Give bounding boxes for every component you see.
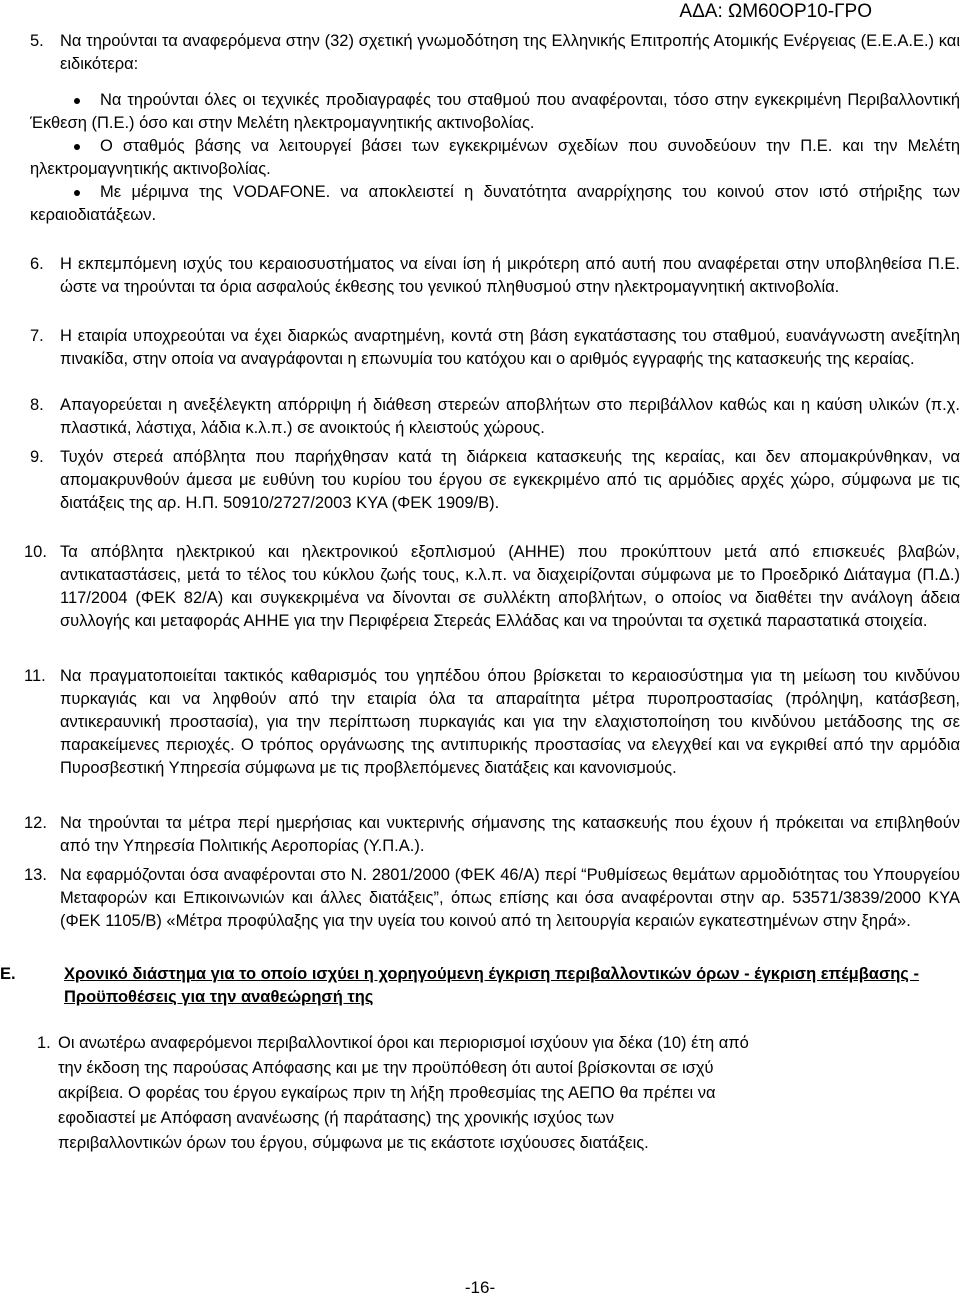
- paragraph-line: την έκδοση της παρούσας Απόφασης και με την προϋπόθεση ότι αυτοί βρίσκονται σε ισχύ: [58, 1059, 714, 1077]
- term-11: [24, 665, 960, 780]
- term-number: 13.: [24, 866, 47, 884]
- paragraph-line: Οι ανωτέρω αναφερόμενοι περιβαλλοντικοί όροι και περιορισμοί ισχύουν για δέκα (10) έτη από: [58, 1034, 749, 1052]
- list-item: [30, 181, 960, 227]
- term-number: 5.: [30, 32, 44, 50]
- section-letter: Ε.: [0, 965, 16, 983]
- bullet-icon: [74, 190, 80, 196]
- term-12: [24, 812, 960, 858]
- term-text: Η εκπεμπόμενη ισχύς του κεραιοσυστήματος να είναι ίση ή μικρότερη από αυτή που αναφέρεται στην υποβληθείσα Π.Ε. ώστε να τηρούνται τα όρια ασφαλούς έκθεσης του γενικού πληθυσμού στην ηλεκτρομαγνητική ακτινοβολία.: [60, 255, 960, 296]
- paragraph-line: περιβαλλοντικών όρων του έργου, σύμφωνα με τις εκάστοτε ισχύουσες διατάξεις.: [58, 1134, 649, 1152]
- term-text: Η εταιρία υποχρεούται να έχει διαρκώς αναρτημένη, κοντά στη βάση εγκατάστασης του σταθμού, ευανάγνωστη ανεξίτηλη πινακίδα, στην οποία να αναγράφονται η επωνυμία του κατόχου και ο αριθμός εγγραφής της κατασκευής της κεραίας.: [60, 327, 960, 368]
- term-text: Να εφαρμόζονται όσα αναφέρονται στο Ν. 2801/2000 (ΦΕΚ 46/Α) περί “Ρυθμίσεως θεμάτων αρμοδιότητας του Υπουργείου Μεταφορών και Επικοινωνιών και άλλες διατάξεις”, όπως επίσης και όσα αναφέρονται στην αρ. 53571/3839/2000 ΚΥΑ (ΦΕΚ 1105/Β) «Μέτρα προφύλαξης για την υγεία του κοινού από τη λειτουργία κεραιών εγκατεστημένων στην ξηρά».: [60, 866, 960, 930]
- term-text: Να πραγματοποιείται τακτικός καθαρισμός του γηπέδου όπου βρίσκεται το κεραιοσύστημα για τη μείωση του κινδύνου πυρκαγιάς και να ληφθούν από την εταιρία όλα τα απαραίτητα μέτρα πυροπροστασίας (πρόληψη, κατάσβεση, αντικεραυνική προστασία), για την περίπτωση πυρκαγιάς και για την ελαχιστοποίηση του κινδύνου μετάδοσης της σε παρακείμενες περιοχές. Ο τρόπος οργάνωσης της αντιπυρικής προστασίας να ελεγχθεί και να εγκριθεί από την αρμόδια Πυροσβεστική Υπηρεσία σύμφωνα με τις προβλεπόμενες διατάξεις και κανονισμούς.: [60, 667, 960, 777]
- paragraph-number: 1.: [37, 1034, 51, 1052]
- paragraph-line: εφοδιαστεί με Απόφαση ανανέωσης (ή παράτασης) της χρονικής ισχύος των: [58, 1109, 615, 1127]
- term-number: 11.: [24, 667, 46, 685]
- term-number: 6.: [30, 255, 44, 273]
- bullet-icon: [74, 98, 80, 104]
- list-item: [30, 89, 960, 135]
- term-number: 10.: [24, 543, 47, 561]
- section-title: Χρονικό διάστημα για το οποίο ισχύει η χορηγούμενη έγκριση περιβαλλοντικών όρων - έγκριση επέμβασης - Προϋποθέσεις για την αναθεώρησή της: [64, 965, 919, 1006]
- bullet-text: Να τηρούνται όλες οι τεχνικές προδιαγραφές του σταθμού που αναφέρονται, τόσο στην εγκεκριμένη Περιβαλλοντική Έκθεση (Π.Ε.) όσο και στην Μελέτη ηλεκτρομαγνητικής ακτινοβολίας.: [30, 91, 960, 132]
- term-7: [30, 325, 960, 371]
- paragraph-line: ακρίβεια. Ο φορέας του έργου εγκαίρως πριν τη λήξη προθεσμίας της ΑΕΠΟ θα πρέπει να: [58, 1084, 716, 1102]
- term-text: Τυχόν στερεά απόβλητα που παρήχθησαν κατά τη διάρκεια κατασκευής της κεραίας, και δεν απομακρύνθηκαν, να απομακρυνθούν άμεσα με ευθύνη του κυρίου του έργου σε εγκεκριμένο από τις αρμόδιες αρχές χώρο, σύμφωνα με τις διατάξεις της αρ. Η.Π. 50910/2727/2003 ΚΥΑ (ΦΕΚ 1909/Β).: [60, 448, 960, 512]
- ada-code: ΑΔΑ: ΩΜ60ΟΡ10-ΓΡΟ: [679, 1, 872, 22]
- term-number: 12.: [24, 814, 47, 832]
- term-13: [24, 864, 960, 933]
- term-8: [30, 394, 960, 440]
- bullet-icon: [74, 144, 80, 150]
- term-text: Να τηρούνται τα μέτρα περί ημερήσιας και νυκτερινής σήμανσης της κατασκευής που έχουν ή πρόκειται να επιβληθούν από την Υπηρεσία Πολιτικής Αεροπορίας (Υ.Π.Α.).: [60, 814, 960, 855]
- term-text: Απαγορεύεται η ανεξέλεγκτη απόρριψη ή διάθεση στερεών αποβλήτων στο περιβάλλον καθώς και η καύση υλικών (π.χ. πλαστικά, λάστιχα, λάδια κ.λ.π.) σε ανοικτούς ή κλειστούς χώρους.: [60, 396, 960, 437]
- document-body: [0, 30, 960, 1156]
- bullet-list: [30, 89, 960, 227]
- section-heading: [0, 963, 960, 1009]
- page-number: -16-: [464, 1278, 496, 1297]
- term-10: [24, 541, 960, 633]
- bullet-text: Με μέριμνα της VODAFONE. να αποκλειστεί η δυνατότητα αναρρίχησης του κοινού στον ιστό στήριξης των κεραιοδιατάξεων.: [30, 183, 960, 224]
- term-number: 8.: [30, 396, 44, 414]
- term-text: Τα απόβλητα ηλεκτρικού και ηλεκτρονικού εξοπλισμού (ΑΗΗΕ) που προκύπτουν μετά από επισκευές βλαβών, αντικαταστάσεις, μετά το τέλος του κύκλου ζωής τους, κ.λ.π. να διαχειρίζονται σύμφωνα με το Προεδρικό Διάταγμα (Π.Δ.) 117/2004 (ΦΕΚ 82/Α) και συγκεκριμένα να δίνονται σε συλλέκτη αποβλήτων, ο οποίος να διαθέτει την ανάλογη άδεια συλλογής και μεταφοράς ΑΗΗΕ για την Περιφέρεια Στερεάς Ελλάδας και να τηρούνται τα σχετικά παραστατικά στοιχεία.: [60, 543, 960, 630]
- bullet-text: Ο σταθμός βάσης να λειτουργεί βάσει των εγκεκριμένων σχεδίων που συνοδεύουν την Π.Ε. και την Μελέτη ηλεκτρομαγνητικής ακτινοβολίας.: [30, 137, 960, 178]
- term-text: Να τηρούνται τα αναφερόμενα στην (32) σχετική γνωμοδότηση της Ελληνικής Επιτροπής Ατομικής Ενέργειας (Ε.Ε.Α.Ε.) και ειδικότερα:: [60, 32, 960, 73]
- term-5: [30, 30, 960, 76]
- term-number: 7.: [30, 327, 44, 345]
- term-6: [30, 253, 960, 299]
- section-paragraph: [30, 1031, 960, 1156]
- term-9: [30, 446, 960, 515]
- term-number: 9.: [30, 448, 44, 466]
- list-item: [30, 135, 960, 181]
